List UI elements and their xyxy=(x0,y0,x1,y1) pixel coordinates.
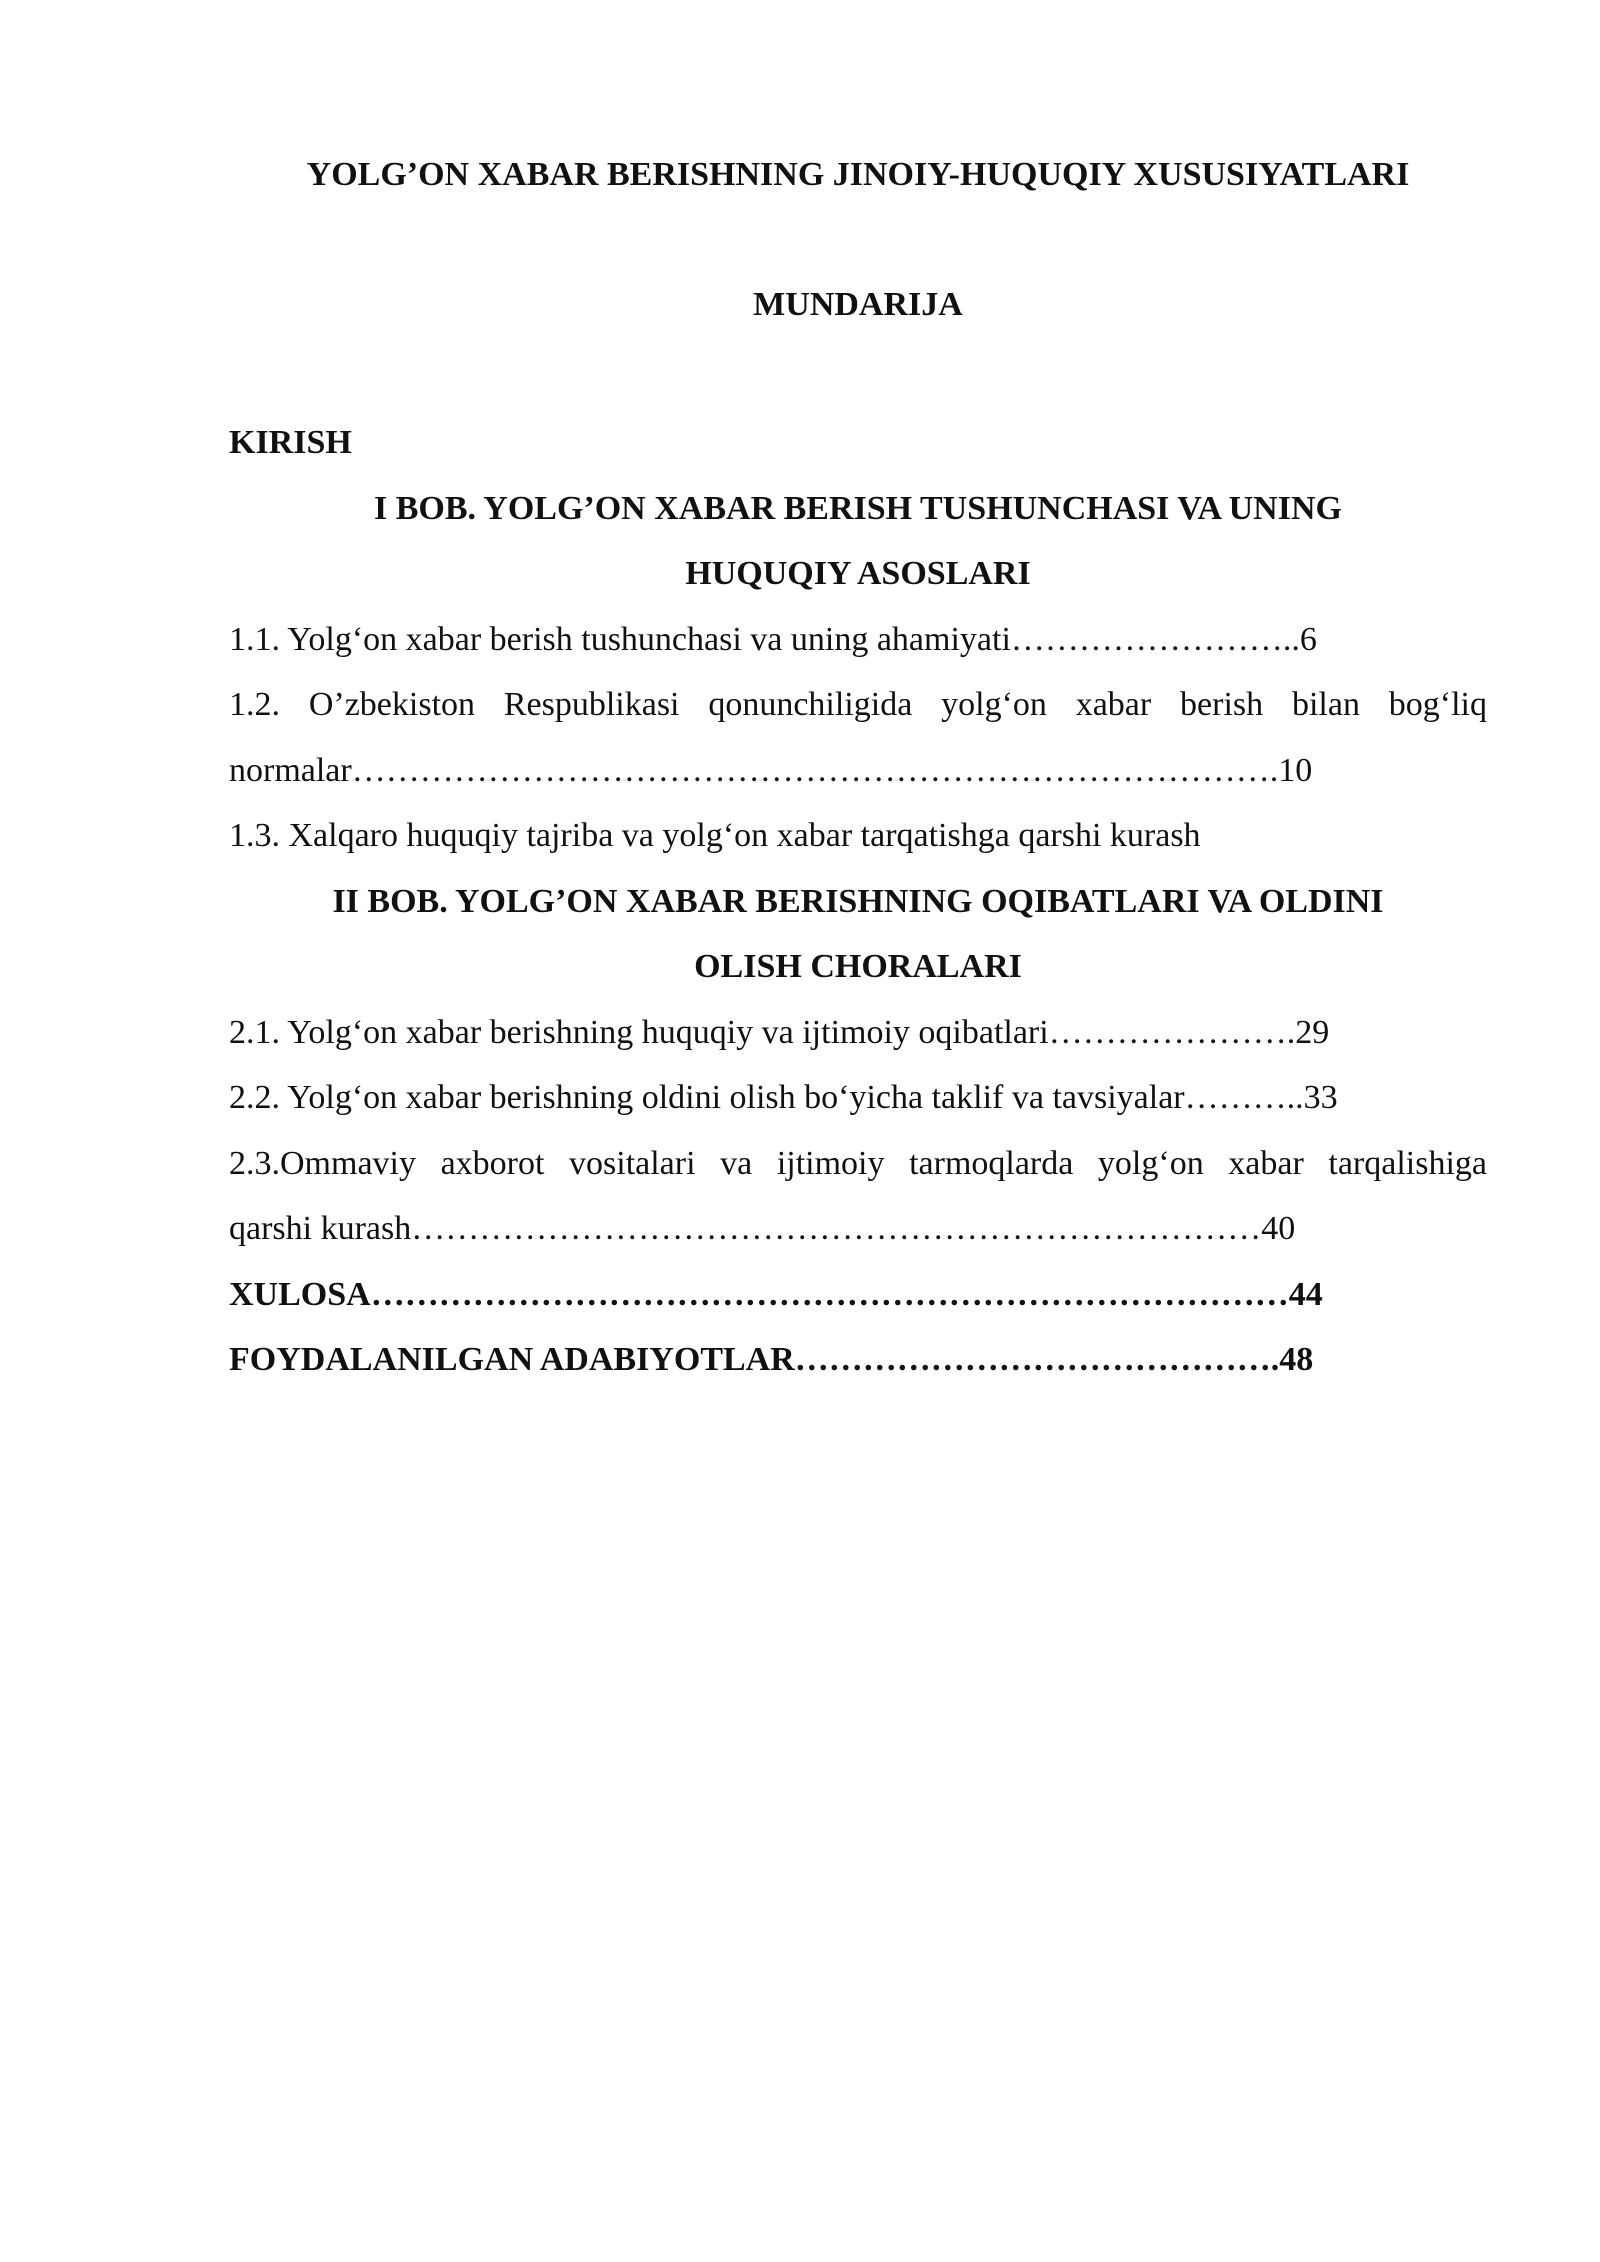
page-content xyxy=(229,150,1487,1393)
toc-heading: MUNDARIJA xyxy=(753,286,963,323)
toc-chapter-1-title-line-1: I BOB. YOLG’ON XABAR BERISH TUSHUNCHASI VA UNING xyxy=(374,489,1342,527)
toc-chapter-2-title-line-1: II BOB. YOLG’ON XABAR BERISHNING OQIBATLARI VA OLDINI xyxy=(332,882,1384,920)
toc-entry-2-1: 2.1. Yolg‘on xabar berishning huquqiy va ijtimoiy oqibatlari………………….29 xyxy=(229,1013,1330,1051)
toc-entry-adabiyotlar: FOYDALANILGAN ADABIYOTLAR…………………………………….48 xyxy=(229,1341,1314,1378)
toc-entry-2-2: 2.2. Yolg‘on xabar berishning oldini olish bo‘yicha taklif va tavsiyalar………..33 xyxy=(229,1079,1338,1116)
toc-entry-xulosa: XULOSA………………………………………………………………………44 xyxy=(229,1275,1323,1313)
toc-entry-kirish: KIRISH xyxy=(229,424,352,461)
toc-chapter-2-title-line-2: OLISH CHORALARI xyxy=(694,948,1022,985)
toc-entry-2-3-line-2: qarshi kurash…………………………………………………………………40 xyxy=(229,1210,1296,1247)
toc-entry-1-3: 1.3. Xalqaro huquqiy tajriba va yolg‘on xabar tarqatishga qarshi kurash xyxy=(229,817,1201,854)
toc-chapter-1-title-line-2: HUQUQIY ASOSLARI xyxy=(685,555,1031,592)
table-of-contents xyxy=(229,410,1487,1393)
document-title: YOLG’ON XABAR BERISHNING JINOIY-HUQUQIY XUSUSIYATLARI xyxy=(306,156,1410,193)
toc-entry-1-2-line-1: 1.2. O’zbekiston Respublikasi qonunchiligida yolg‘on xabar berish bilan bog‘liq xyxy=(229,686,1487,723)
toc-entry-1-1: 1.1. Yolg‘on xabar berish tushunchasi va uning ahamiyati……………………..6 xyxy=(229,620,1317,658)
toc-entry-2-3-line-1: 2.3.Ommaviy axborot vositalari va ijtimoiy tarmoqlarda yolg‘on xabar tarqalishiga xyxy=(229,1144,1487,1182)
toc-entry-1-2-line-2: normalar……………………………………………………………………….10 xyxy=(229,751,1313,789)
